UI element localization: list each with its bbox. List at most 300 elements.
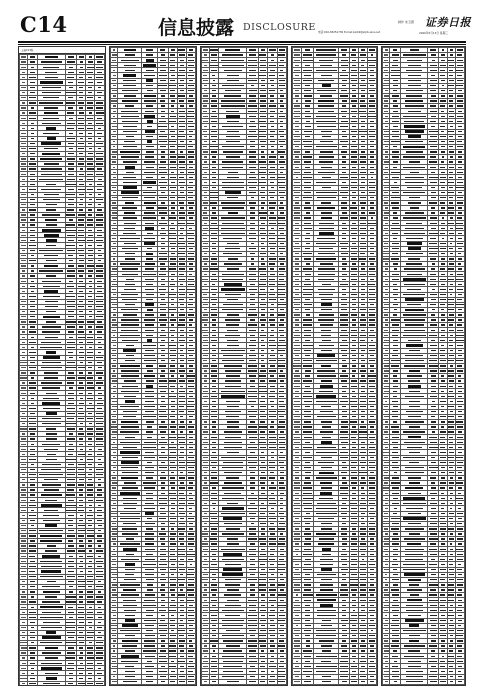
fine-print-text (21, 500, 26, 501)
fine-print-text (188, 126, 193, 127)
fine-print-text (68, 571, 74, 572)
fine-print-text (98, 525, 102, 526)
fine-print-text (21, 265, 26, 266)
fine-print-text (97, 520, 101, 521)
fine-print-text (143, 217, 156, 218)
fine-print-text (30, 678, 34, 679)
fine-print-text (67, 668, 74, 669)
fine-print-text (97, 189, 102, 190)
table-cell (37, 681, 65, 686)
fine-print-text (96, 199, 103, 200)
fine-print-text (113, 146, 115, 147)
fine-print-text (66, 367, 75, 368)
fine-print-text (68, 189, 73, 190)
fine-print-text (143, 181, 155, 184)
fine-print-text (79, 408, 82, 409)
fine-print-text (21, 143, 25, 144)
fine-print-text (88, 525, 93, 526)
fine-print-text (78, 668, 84, 669)
fine-print-text (79, 678, 83, 679)
fine-print-text (180, 309, 183, 310)
fine-print-text (79, 291, 83, 292)
fine-print-text (179, 182, 185, 183)
fine-print-text (161, 156, 165, 157)
fine-print-text (68, 525, 73, 526)
fine-print-text (121, 294, 138, 295)
fine-print-text (29, 342, 37, 343)
fine-print-text (30, 204, 36, 205)
fine-print-text (30, 622, 36, 623)
fine-print-text (188, 111, 193, 112)
fine-print-text (88, 296, 92, 297)
fine-print-text (124, 223, 137, 224)
fine-print-text (146, 151, 154, 152)
fine-print-text (29, 321, 35, 322)
fine-print-text (78, 250, 83, 251)
page-header (0, 0, 484, 42)
fine-print-text (87, 219, 92, 220)
fine-print-text (180, 80, 183, 81)
fine-print-text (30, 153, 35, 154)
fine-print-text (170, 146, 175, 147)
fine-print-text (44, 148, 58, 149)
fine-print-text (30, 230, 36, 231)
fine-print-text (179, 126, 185, 127)
fine-print-text (169, 233, 176, 234)
fine-print-text (79, 174, 84, 175)
fine-print-text (143, 274, 156, 275)
fine-print-text (87, 107, 93, 108)
fine-print-text (147, 140, 153, 143)
fine-print-text (87, 556, 93, 557)
fine-print-text (80, 652, 83, 653)
fine-print-text (160, 161, 166, 162)
fine-print-text (21, 408, 27, 409)
fine-print-text (30, 92, 35, 93)
fine-print-text (161, 248, 164, 249)
fine-print-text (145, 314, 154, 315)
fine-print-text (87, 179, 93, 180)
fine-print-text (98, 622, 101, 623)
fine-print-text (88, 209, 92, 210)
fine-print-text (179, 131, 184, 132)
fine-print-text (22, 657, 25, 658)
fine-print-text (146, 85, 154, 86)
fine-print-text (159, 75, 167, 76)
fine-print-text (78, 331, 83, 332)
fine-print-text (187, 223, 194, 224)
fine-print-text (79, 153, 83, 154)
fine-print-text (21, 199, 25, 200)
fine-print-text (189, 263, 194, 264)
fine-print-text (68, 72, 74, 73)
fine-print-text (68, 240, 74, 241)
fine-print-text (98, 260, 101, 261)
fine-print-text (21, 652, 26, 653)
fine-print-text (78, 530, 85, 531)
fine-print-text (22, 331, 25, 332)
fine-print-text (96, 112, 104, 113)
fine-print-text (67, 438, 75, 439)
fine-print-text (96, 657, 103, 658)
fine-print-text (189, 248, 193, 249)
fine-print-text (160, 187, 166, 188)
fine-print-text (46, 239, 57, 242)
fine-print-text (96, 326, 103, 327)
fine-print-text (144, 197, 155, 198)
fine-print-text (30, 561, 35, 562)
fine-print-text (78, 637, 84, 638)
fine-print-text (30, 306, 35, 307)
fine-print-text (96, 413, 103, 414)
fine-print-text (78, 148, 85, 149)
fine-print-text (22, 189, 25, 190)
fine-print-text (188, 121, 193, 122)
fine-print-text (22, 357, 25, 358)
fine-print-text (170, 263, 176, 264)
fine-print-text (44, 479, 58, 480)
fine-print-text (42, 601, 60, 602)
fine-print-text (43, 591, 60, 594)
fine-print-text (30, 520, 36, 521)
fine-print-text (66, 224, 75, 225)
fine-print-text (88, 235, 93, 236)
fine-print-text (80, 347, 83, 348)
fine-print-text (169, 294, 175, 295)
fine-print-text (87, 224, 93, 225)
fine-print-text (161, 116, 165, 117)
fine-print-text (78, 163, 84, 164)
fine-print-text (67, 250, 75, 251)
fine-print-text (78, 464, 85, 465)
fine-print-text (80, 423, 83, 424)
fine-print-text (170, 187, 176, 188)
fine-print-text (21, 535, 26, 536)
fine-print-text (22, 683, 25, 684)
fine-print-text (80, 663, 83, 664)
fine-print-text (160, 314, 166, 315)
fine-print-text (189, 70, 192, 71)
fine-print-text (112, 90, 117, 91)
fine-print-text (21, 510, 26, 511)
fine-print-text (79, 209, 83, 210)
fine-print-text (171, 192, 175, 193)
fine-print-text (87, 265, 94, 266)
fine-print-text (159, 172, 166, 173)
fine-print-text (68, 637, 73, 638)
fine-print-text (98, 87, 101, 88)
fine-print-text (87, 428, 93, 429)
fine-print-text (97, 61, 101, 62)
fine-print-text (30, 489, 35, 490)
fine-print-text (41, 504, 62, 507)
fine-print-text (21, 174, 26, 175)
fine-print-text (29, 408, 37, 409)
fine-print-text (21, 107, 26, 108)
fine-print-text (126, 279, 134, 280)
fine-print-text (39, 250, 62, 251)
fine-print-text (96, 372, 104, 373)
fine-print-text (42, 331, 60, 332)
fine-print-text (41, 566, 62, 567)
fine-print-text (179, 217, 186, 218)
fine-print-text (97, 601, 103, 602)
fine-print-text (160, 309, 166, 310)
fine-print-text (30, 454, 34, 455)
fine-print-text (112, 289, 116, 290)
fine-print-text (96, 550, 102, 551)
fine-print-text (31, 377, 34, 378)
fine-print-text (22, 224, 26, 225)
fine-print-text (187, 233, 194, 234)
fine-print-text (67, 61, 75, 62)
fine-print-text (78, 550, 85, 551)
fine-print-text (113, 314, 116, 315)
fine-print-text (41, 168, 62, 169)
fine-print-text (67, 326, 76, 327)
fine-print-text (146, 207, 154, 210)
fine-print-text (29, 530, 36, 531)
fine-print-text (188, 279, 194, 280)
fine-print-text (78, 377, 85, 378)
fine-print-text (46, 393, 57, 394)
fine-print-text (22, 311, 25, 312)
fine-print-text (43, 118, 59, 119)
fine-print-text (30, 179, 35, 180)
fine-print-text (21, 617, 27, 618)
fine-print-text (44, 107, 58, 108)
fine-print-text (97, 184, 102, 185)
fine-print-text (179, 111, 185, 112)
fine-print-text (79, 520, 83, 521)
fine-print-text (68, 540, 73, 541)
fine-print-text (121, 111, 138, 112)
fine-print-text (89, 423, 92, 424)
fine-print-text (22, 291, 25, 292)
fine-print-text (179, 100, 184, 101)
fine-print-text (68, 500, 74, 501)
fine-print-text (31, 627, 34, 628)
fine-print-text (88, 479, 92, 480)
fine-print-text (66, 296, 75, 297)
fine-print-text (146, 54, 153, 55)
fine-print-text (69, 556, 73, 557)
fine-print-text (96, 306, 103, 307)
fine-print-text (31, 270, 34, 271)
fine-print-text (29, 576, 36, 577)
fine-print-text (170, 156, 176, 157)
fine-print-text (96, 240, 104, 241)
fine-print-text (22, 72, 25, 73)
fine-print-text (41, 667, 62, 670)
fine-print-text (78, 102, 85, 103)
fine-print-text (29, 331, 36, 332)
fine-print-text (67, 77, 74, 78)
fine-print-text (22, 128, 25, 129)
fine-print-text (22, 123, 25, 124)
fine-print-text (179, 212, 185, 213)
fine-print-text (67, 418, 74, 419)
fine-print-text (188, 151, 194, 152)
fine-print-text (147, 120, 153, 123)
fine-print-text (22, 337, 26, 338)
fine-print-text (29, 612, 36, 613)
fine-print-text (87, 576, 93, 577)
fine-print-text (21, 550, 25, 551)
fine-print-text (189, 105, 193, 106)
fine-print-text (68, 143, 74, 144)
fine-print-text (87, 459, 93, 460)
fine-print-text (39, 179, 63, 180)
fine-print-text (80, 515, 83, 516)
fine-print-text (21, 668, 25, 669)
fine-print-text (79, 245, 83, 246)
fine-print-text (97, 566, 102, 567)
fine-print-text (170, 167, 176, 168)
fine-print-text (112, 151, 117, 152)
fine-print-text (161, 217, 165, 218)
fine-print-text (179, 70, 185, 71)
fine-print-text (29, 474, 37, 475)
fine-print-text (97, 494, 102, 495)
fine-print-text (29, 367, 36, 368)
fine-print-text (30, 275, 35, 276)
fine-print-text (22, 413, 25, 414)
fine-print-text (170, 177, 176, 178)
fine-print-text (87, 596, 93, 597)
fine-print-text (21, 556, 27, 557)
fine-print-text (44, 290, 58, 293)
fine-print-text (97, 209, 101, 210)
fine-print-text (188, 304, 193, 305)
fine-print-text (178, 243, 185, 244)
fine-print-text (68, 520, 73, 521)
fine-print-text (146, 258, 153, 261)
fine-print-text (21, 138, 26, 139)
fine-print-text (170, 116, 176, 117)
fine-print-text (30, 326, 35, 327)
fine-print-text (30, 637, 34, 638)
fine-print-text (88, 444, 93, 445)
fine-print-text (159, 253, 167, 254)
fine-print-text (44, 163, 59, 164)
fine-print-text (169, 268, 176, 269)
fine-print-text (88, 245, 92, 246)
fine-print-text (79, 500, 84, 501)
fine-print-text (178, 197, 185, 198)
fine-print-text (31, 510, 34, 511)
fine-print-text (88, 362, 91, 363)
fine-print-text (31, 194, 35, 195)
fine-print-text (66, 245, 75, 246)
fine-print-text (22, 581, 25, 582)
header-rule-thin (18, 44, 466, 45)
fine-print-text (22, 622, 25, 623)
fine-print-text (188, 54, 193, 55)
fine-print-text (125, 54, 136, 55)
fine-print-text (88, 393, 92, 394)
fine-print-text (98, 377, 102, 378)
fine-print-text (40, 540, 62, 543)
fine-print-text (42, 281, 61, 282)
fine-print-text (170, 243, 176, 244)
fine-print-text (180, 284, 183, 285)
fine-print-text (80, 571, 83, 572)
fine-print-text (96, 316, 103, 317)
fine-print-text (79, 438, 82, 439)
fine-print-text (29, 423, 36, 424)
fine-print-text (97, 627, 102, 628)
fine-print-text (161, 330, 164, 331)
fine-print-text (29, 209, 36, 210)
fine-print-text (67, 128, 74, 129)
fine-print-text (87, 601, 94, 602)
fine-print-text (188, 146, 193, 147)
fine-print-text (96, 153, 103, 154)
fine-print-text (113, 243, 116, 244)
fine-print-text (88, 540, 92, 541)
fine-print-text (21, 61, 26, 62)
fine-print-text (89, 199, 92, 200)
fine-print-text (144, 161, 154, 162)
fine-print-text (42, 423, 61, 424)
fine-print-text (171, 182, 175, 183)
fine-print-text (179, 289, 185, 290)
fine-print-text (30, 82, 35, 83)
fine-print-text (67, 158, 75, 159)
fine-print-text (189, 268, 193, 269)
fine-print-text (21, 240, 26, 241)
fine-print-text (78, 296, 84, 297)
column-2-table (110, 47, 196, 686)
fine-print-text (123, 217, 137, 218)
fine-print-text (31, 668, 34, 669)
fine-print-text (87, 581, 93, 582)
fine-print-text (69, 291, 73, 292)
fine-print-text (42, 555, 60, 558)
fine-print-text (67, 377, 76, 378)
fine-print-text (44, 449, 58, 450)
fine-print-text (87, 647, 94, 648)
fine-print-text (87, 352, 92, 353)
fine-print-text (178, 253, 185, 254)
fine-print-text (189, 167, 193, 168)
fine-print-text (87, 158, 94, 159)
fine-print-text (69, 678, 73, 679)
fine-print-text (29, 163, 37, 164)
fine-print-text (96, 123, 103, 124)
fine-print-text (29, 459, 36, 460)
fine-print-text (96, 418, 103, 419)
fine-print-text (144, 202, 156, 205)
fine-print-text (42, 418, 61, 419)
fine-print-text (22, 479, 25, 480)
fine-print-text (121, 330, 138, 331)
fine-print-text (87, 652, 93, 653)
fine-print-text (125, 166, 135, 169)
fine-print-text (69, 337, 73, 338)
fine-print-text (20, 642, 26, 643)
fine-print-text (68, 316, 74, 317)
fine-print-text (39, 270, 63, 271)
fine-print-text (30, 479, 35, 480)
fine-print-text (42, 123, 61, 124)
fine-print-text (179, 268, 186, 269)
fine-print-text (98, 464, 102, 465)
fine-print-text (188, 192, 193, 193)
fine-print-text (68, 403, 74, 404)
fine-print-text (159, 197, 167, 198)
